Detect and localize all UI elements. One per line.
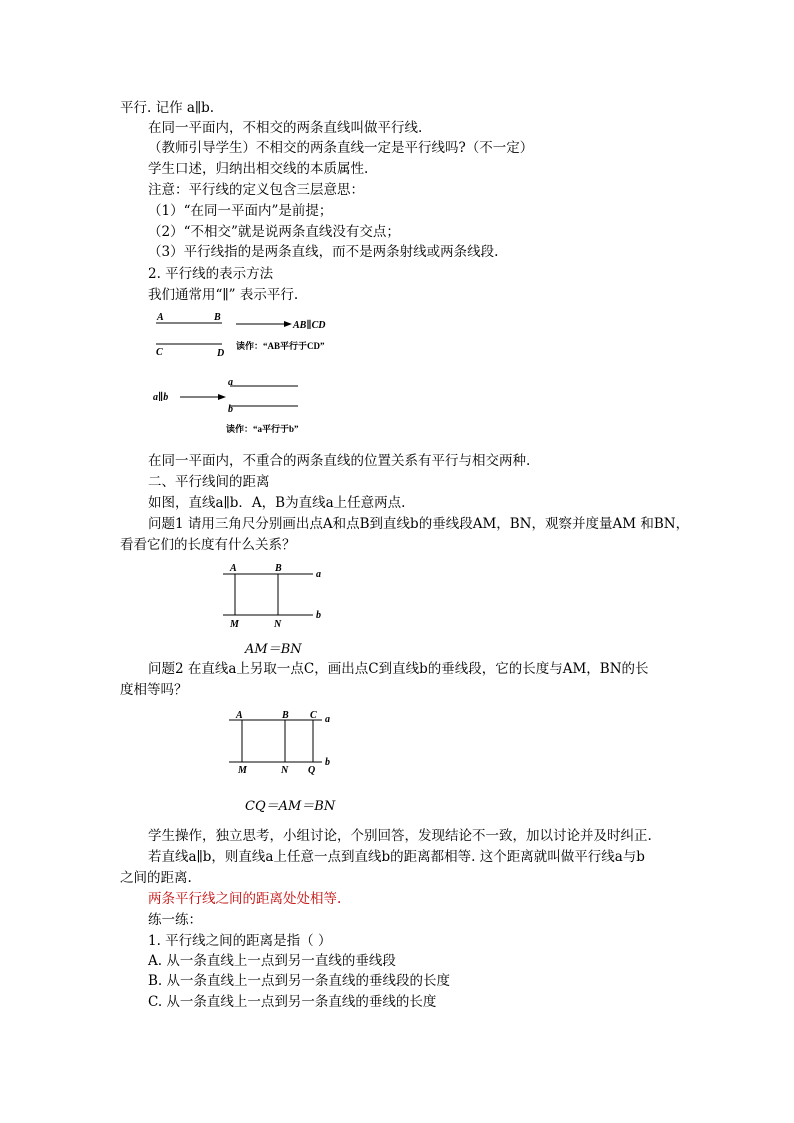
label-C: C	[310, 710, 317, 721]
text-line-10: 我们通常用“∥” 表示平行.	[148, 287, 299, 303]
label-a: a	[228, 377, 233, 388]
text-line-22: 练一练：	[148, 912, 202, 928]
equation-am-bn: AM＝BN	[245, 642, 302, 657]
figure-cq-am-bn	[226, 707, 341, 777]
text-line-17: 度相等吗？	[120, 682, 188, 698]
label-b: b	[228, 404, 233, 415]
label-B: B	[214, 312, 221, 323]
figure-ab-parallel-cd	[150, 308, 360, 363]
text-line-26: C. 从一条直线上一点到另一条直线的垂线的长度	[148, 994, 437, 1010]
text-line-20: 之间的距离.	[120, 870, 192, 886]
equation-cq-am-bn: CQ＝AM＝BN	[245, 799, 336, 814]
text-line-15: 看看它们的长度有什么关系？	[120, 537, 296, 553]
label-Q: Q	[308, 765, 316, 776]
caption-read-ab-cd: 读作：“AB平行于CD”	[236, 341, 325, 351]
label-b: b	[316, 610, 321, 621]
label-ab-cd: AB∥CD	[293, 320, 326, 331]
label-M: M	[230, 619, 239, 630]
label-C: C	[156, 347, 163, 358]
text-line-23: 1. 平行线之间的距离是指（ ）	[148, 933, 332, 949]
arrow-head-1	[284, 321, 292, 327]
label-a: a	[325, 714, 330, 725]
text-line-9: 2. 平行线的表示方法	[148, 266, 274, 282]
text-line-25: B. 从一条直线上一点到另一条直线的垂线段的长度	[148, 973, 451, 989]
text-line-16: 问题2 在直线a上另取一点C，画出点C到直线b的垂线段，它的长度与AM，BN的长	[148, 661, 649, 677]
label-D: D	[217, 348, 225, 359]
caption-read-a-b: 读作：“a平行于b”	[226, 424, 299, 434]
text-line-18: 学生操作，独立思考，小组讨论，个别回答，发现结论不一致，加以讨论并及时纠正.	[148, 828, 652, 844]
text-line-3: （教师引导学生）不相交的两条直线一定是平行线吗?（不一定）	[148, 140, 534, 156]
label-A: A	[236, 710, 243, 721]
text-line-1: 平行. 记作 a∥b.	[120, 100, 215, 116]
label-b: b	[325, 757, 330, 768]
text-line-6: （1）“在同一平面内”是前提；	[148, 203, 333, 219]
text-line-5: 注意：平行线的定义包含三层意思：	[148, 182, 364, 198]
label-B: B	[275, 563, 282, 574]
text-line-24: A. 从一条直线上一点到另一直线的垂线段	[148, 953, 396, 969]
text-line-4: 学生口述，归纳出相交线的本质属性.	[148, 161, 369, 177]
label-N: N	[274, 619, 282, 630]
label-M: M	[238, 765, 247, 776]
text-line-21-highlight: 两条平行线之间的距离处处相等.	[148, 891, 342, 907]
text-line-14: 问题1 请用三角尺分别画出点A和点B到直线b的垂线段AM，BN，观察并度量AM 和BN，	[148, 516, 690, 532]
label-N: N	[281, 765, 289, 776]
figure-am-bn	[220, 561, 330, 631]
figure-a-parallel-b	[150, 376, 350, 436]
text-line-8: （3）平行线指的是两条直线，而不是两条射线或两条线段.	[148, 244, 499, 260]
label-A: A	[230, 563, 237, 574]
label-B: B	[282, 710, 289, 721]
text-line-13: 如图，直线a∥b．A，B为直线a上任意两点.	[148, 495, 406, 511]
label-A: A	[157, 312, 164, 323]
label-a: a	[316, 569, 321, 580]
text-line-7: （2）“不相交”就是说两条直线没有交点；	[148, 224, 400, 240]
text-line-2: 在同一平面内，不相交的两条直线叫做平行线.	[148, 120, 423, 136]
text-line-12: 二、平行线间的距离	[148, 474, 270, 490]
text-line-19: 若直线a∥b，则直线a上任意一点到直线b的距离都相等. 这个距离就叫做平行线a与b	[148, 849, 645, 865]
label-a-parallel-b: a∥b	[153, 392, 169, 403]
text-line-11: 在同一平面内，不重合的两条直线的位置关系有平行与相交两种.	[148, 453, 531, 469]
arrow-head-2	[218, 394, 226, 400]
